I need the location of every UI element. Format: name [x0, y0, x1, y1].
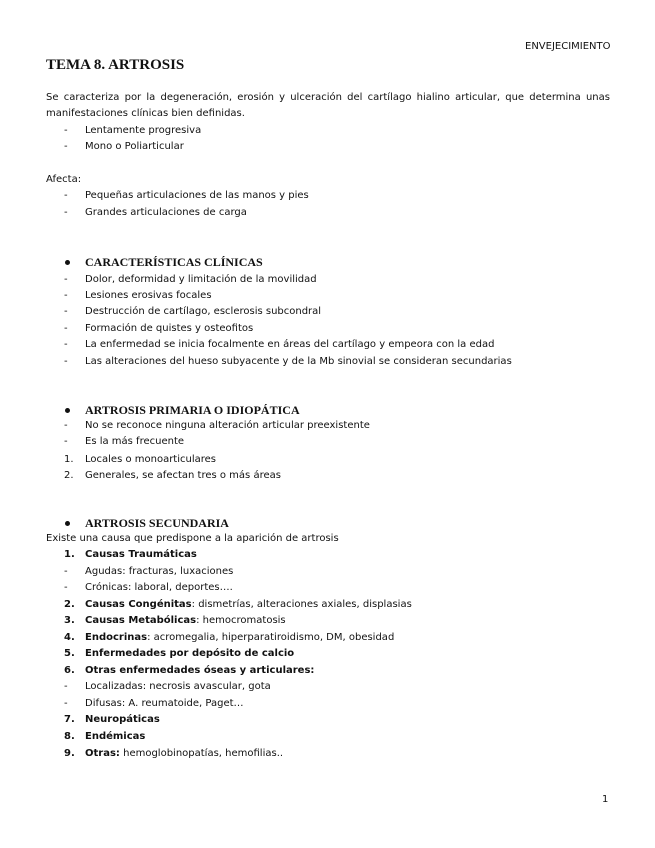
cause-detail: Crónicas: laboral, deportes….: [85, 582, 233, 593]
cause-detail: Difusas: A. reumatoide, Paget…: [85, 698, 244, 709]
intro-paragraph: [46, 90, 610, 122]
list-item: Generales, se afectan tres o más áreas: [85, 470, 281, 481]
dash-marker: -: [64, 339, 68, 350]
cause-detail: hemoglobinopatías, hemofilias..: [119, 748, 284, 759]
cause-label: Neuropáticas: [85, 714, 160, 725]
cause-item: [85, 566, 233, 578]
dash-marker: -: [64, 190, 68, 201]
dash-marker: -: [64, 323, 68, 334]
cause-label: Causas Traumáticas: [85, 549, 197, 560]
afecta-label: Afecta:: [46, 174, 82, 185]
list-number: 7.: [64, 714, 75, 725]
bullet-icon: [65, 260, 70, 265]
list-item: Dolor, deformidad y limitación de la movilidad: [85, 274, 317, 285]
cause-label: Enfermedades por depósito de calcio: [85, 648, 295, 659]
dash-marker: -: [64, 125, 68, 136]
cause-label: Otras enfermedades óseas y articulares:: [85, 665, 315, 676]
section-heading-secundaria: ARTROSIS SECUNDARIA: [85, 516, 229, 530]
list-item: Destrucción de cartílago, esclerosis subcondral: [85, 306, 322, 317]
intro-line-2: manifestaciones clínicas bien definidas.: [46, 108, 245, 119]
cause-item: [85, 748, 283, 760]
list-number: 5.: [64, 648, 75, 659]
dash-marker: -: [64, 566, 68, 577]
page-number: 1: [602, 794, 609, 805]
list-item: La enfermedad se inicia focalmente en áreas del cartílago y empeora con la edad: [85, 339, 495, 350]
list-number: 3.: [64, 615, 75, 626]
cause-item: [85, 632, 394, 644]
cause-item: [85, 698, 244, 710]
cause-detail: Localizadas: necrosis avascular, gota: [85, 681, 271, 692]
list-item: Locales o monoarticulares: [85, 454, 217, 465]
list-item: Lentamente progresiva: [85, 125, 202, 136]
dash-marker: -: [64, 436, 68, 447]
list-item: No se reconoce ninguna alteración articular preexistente: [85, 420, 370, 431]
dash-marker: -: [64, 207, 68, 218]
list-number: 2.: [64, 599, 75, 610]
list-number: 9.: [64, 748, 75, 759]
secundaria-intro: Existe una causa que predispone a la aparición de artrosis: [46, 533, 339, 544]
list-item: Las alteraciones del hueso subyacente y de la Mb sinovial se consideran secundarias: [85, 356, 512, 367]
cause-item: [85, 615, 286, 627]
dash-marker: -: [64, 681, 68, 692]
cause-label: Causas Metabólicas: [85, 615, 197, 626]
dash-marker: -: [64, 420, 68, 431]
cause-item: [85, 665, 314, 677]
dash-marker: -: [64, 356, 68, 367]
list-item: Formación de quistes y osteofitos: [85, 323, 254, 334]
cause-item: [85, 582, 233, 594]
cause-label: Endocrinas: [85, 632, 148, 643]
cause-item: [85, 731, 145, 743]
cause-detail: : dismetrías, alteraciones axiales, displasias: [191, 599, 412, 610]
running-header: ENVEJECIMIENTO: [525, 41, 611, 52]
dash-marker: -: [64, 141, 68, 152]
cause-detail: : hemocromatosis: [196, 615, 286, 626]
section-heading-caracteristicas: CARACTERÍSTICAS CLÍNICAS: [85, 255, 263, 269]
cause-label: Endémicas: [85, 731, 146, 742]
list-number: 2.: [64, 470, 74, 481]
cause-detail: Agudas: fracturas, luxaciones: [85, 566, 234, 577]
intro-line-1: Se caracteriza por la degeneración, erosión y ulceración del cartílago hialino articular, que determina unas: [46, 92, 610, 103]
cause-item: [85, 599, 412, 611]
cause-item: [85, 648, 294, 660]
section-heading-primaria: ARTROSIS PRIMARIA O IDIOPÁTICA: [85, 403, 300, 417]
bullet-icon: [65, 408, 70, 413]
cause-label: Otras:: [85, 748, 120, 759]
dash-marker: -: [64, 698, 68, 709]
list-item: Lesiones erosivas focales: [85, 290, 212, 301]
dash-marker: -: [64, 290, 68, 301]
list-number: 6.: [64, 665, 75, 676]
bullet-icon: [65, 521, 70, 526]
list-number: 1.: [64, 549, 75, 560]
cause-item: [85, 549, 197, 561]
list-number: 1.: [64, 454, 74, 465]
dash-marker: -: [64, 582, 68, 593]
page-title: TEMA 8. ARTROSIS: [46, 57, 185, 73]
cause-label: Causas Congénitas: [85, 599, 192, 610]
dash-marker: -: [64, 274, 68, 285]
list-item: Mono o Poliarticular: [85, 141, 184, 152]
list-number: 4.: [64, 632, 75, 643]
cause-item: [85, 681, 271, 693]
cause-detail: : acromegalia, hiperparatiroidismo, DM, obesidad: [147, 632, 395, 643]
list-number: 8.: [64, 731, 75, 742]
list-item: Pequeñas articulaciones de las manos y pies: [85, 190, 309, 201]
cause-item: [85, 714, 160, 726]
list-item: Es la más frecuente: [85, 436, 185, 447]
dash-marker: -: [64, 306, 68, 317]
list-item: Grandes articulaciones de carga: [85, 207, 247, 218]
